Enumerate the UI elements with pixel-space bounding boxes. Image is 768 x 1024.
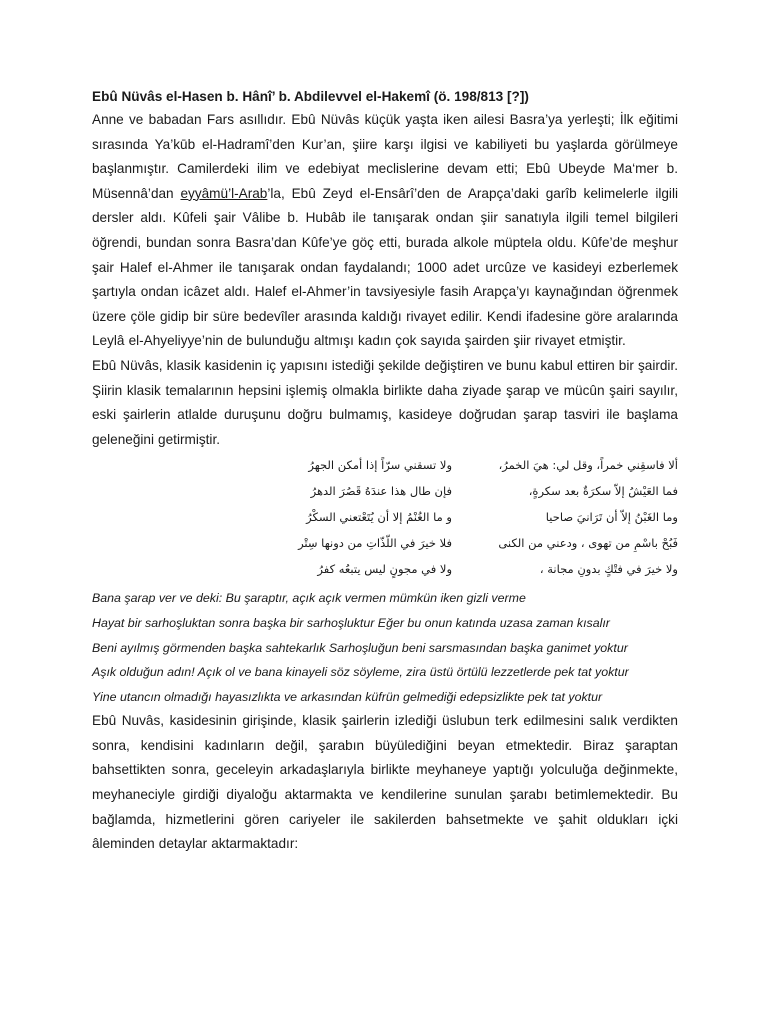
translation-line: Beni ayılmış görmenden başka sahtekarlık Sarhoşluğun beni sarsmasından başka ganimet yoktur bbox=[92, 640, 628, 655]
translation-line: Hayat bir sarhoşluktan sonra başka bir sarhoşluktur Eğer bu onun katında uzasa zaman kısalır bbox=[92, 615, 610, 630]
poem-verse bbox=[92, 510, 678, 536]
poem-translation bbox=[92, 586, 678, 709]
analysis-paragraph: Ebû Nuvâs, kasidesinin girişinde, klasik şairlerin izlediği üslubun terk edilmesini salık verdikten sonra, kendisini kadınların değil, şarabın büyülediğini beyan etmektedir. Biraz şaraptan bahsettikten sonra, geceleyin arkadaşlarıyla birlikte meyhaneye yaptığı yolculuğa değinmekte, meyhaneciyle girdiği diyaloğu aktarmakta ve kendilerine sunulan şarabı betimlemektedir. Bu bağlamda, hizmetlerini gören cariyeler ile sakilerden bahsetmekte ve şahit oldukları içki âleminden detaylar aktarmaktadır: bbox=[92, 713, 678, 852]
biography-text-start: Anne ve babadan Fars asıllıdır. Ebû Nüvâs küçük yaşta iken ailesi Basra’ya yerleşti; İlk eğitimi sırasında Ya’kūb el-Hadramî’den Kur’an, şiire karşı ilgisi ve kabiliyeti bu yaşlarda görülmeye başlanmıştır. Camilerdeki ilim ve edebiyat meclislerine devam etti; Ebû Ubeyde Ma‘mer b. Müsennâ’dan bbox=[92, 112, 678, 201]
verse-first-hemistich: فَبُحْ باسْمِ من تهوى ، ودعني من الكنى bbox=[498, 536, 678, 551]
section-heading: Ebû Nüvâs el-Hasen b. Hânî’ b. Abdilevvel el-Hakemî (ö. 198/813 [?]) bbox=[92, 89, 529, 104]
verse-first-hemistich: فما العَيْشُ إلاّ سكرَةٌ بعد سكرةٍ، bbox=[528, 484, 678, 499]
translation-line: Yine utancın olmadığı hayasızlıkta ve arkasından küfrün gelmediği edepsizlikte pek tat yoktur bbox=[92, 689, 603, 704]
underlined-term: eyyâmü’l-Arab bbox=[180, 185, 268, 201]
verse-second-hemistich: فإن طال هذا عندَهُ قَصُرَ الدهرُ bbox=[310, 484, 452, 499]
verse-second-hemistich: ولا في مجونٍ ليس يتبعُه كفرُ bbox=[317, 562, 452, 577]
poem-verse bbox=[92, 562, 678, 588]
verse-first-hemistich: ولا خيرَ في فتْكٍ بدونِ مجانة ، bbox=[539, 562, 678, 577]
poem-verse bbox=[92, 458, 678, 484]
biography-text-end: ’la, Ebû Zeyd el-Ensârî’den de Arapça’daki garîb kelimelerle ilgili dersler aldı. Kûfeli şair Vâlibe b. Hubâb ile tanışarak ondan şiir sanatıyla ilgili temel bilgileri öğrendi, bundan sonra Basra’dan Kûfe’ye göç etti, burada alkole müptela oldu. Kûfe’de meşhur şair Halef el-Ahmer ile tanışarak ondan faydalandı; 1000 adet urcûze ve kasideyi ezberlemek şartıyla ondan icâzet aldı. Halef el-Ahmer’in tavsiyesiyle fasih Arapça’yı kaynağından öğrenmek üzere çöle gidip bir süre bedevîler arasında kaldığı rivayet edilir. Kendi ifadesine göre aralarında Leylâ el-Ahyeliyye’nin de bulunduğu altmışı kadın çok sayıda şairden şiir rivayet etmiştir. bbox=[92, 185, 678, 349]
verse-first-hemistich: وما الغَبْنُ إلاّ أن تَرَانيَ صاحيا bbox=[545, 510, 678, 525]
verse-second-hemistich: و ما الغُنْمُ إلا أن يُتَعْتعني السكْرُ bbox=[306, 510, 452, 525]
poem-verse bbox=[92, 484, 678, 510]
verse-first-hemistich: ألا فاسقِني خمراً، وقل لي: هيَ الخمرُ، bbox=[498, 458, 678, 473]
arabic-poem bbox=[92, 456, 678, 586]
verse-second-hemistich: ولا تسقني سرّاً إذا أمكن الجهرُ bbox=[308, 458, 452, 473]
document-page bbox=[92, 86, 678, 857]
translation-line: Aşık olduğun adın! Açık ol ve bana kinayeli söz söyleme, zira üstü örtülü lezzetlerde pek tat yoktur bbox=[92, 665, 629, 680]
verse-second-hemistich: فلا خيرَ في اللّذّاتِ من دونها سِتْر bbox=[298, 536, 452, 551]
biography-paragraph bbox=[92, 108, 678, 354]
poem-verse bbox=[92, 536, 678, 562]
translation-line: Bana şarap ver ve deki: Bu şaraptır, açık açık vermen mümkün iken gizli verme bbox=[92, 591, 526, 606]
style-paragraph: Ebû Nüvâs, klasik kasidenin iç yapısını istediği şekilde değiştiren ve bunu kabul ettiren bir şairdir. Şiirin klasik temalarının hepsini işlemiş olmakla birlikte daha ziyade şarap ve mücûn şairi sayılır, eski şairlerin atlalde duruşunu doğru bulmamış, kasideye doğrudan şarap tasviri ile başlama geleneğini getirmiştir. bbox=[92, 357, 679, 447]
